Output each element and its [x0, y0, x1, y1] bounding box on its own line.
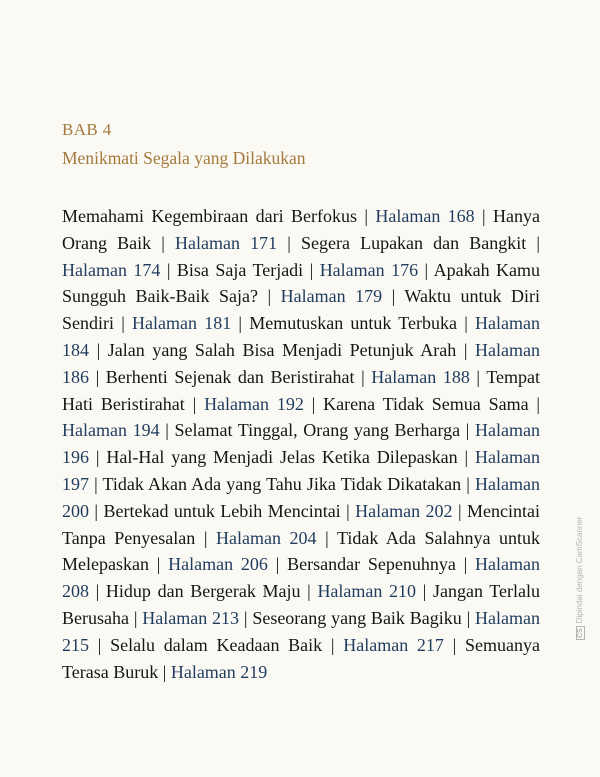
toc-entry-title: Mencintai Tanpa Penyesalan [62, 500, 541, 548]
toc-separator: | [443, 634, 465, 655]
toc-separator: | [160, 259, 177, 280]
toc-page-link[interactable]: Halaman 204 [216, 527, 317, 548]
toc-page-link[interactable]: Halaman 219 [170, 661, 268, 682]
toc-separator: | [258, 286, 281, 307]
toc-separator: | [316, 527, 337, 548]
toc-page-link[interactable]: Halaman 197 [62, 447, 541, 494]
toc-entry-title: Selamat Tinggal, Orang yang Berharga [174, 420, 461, 441]
toc-separator: | [148, 554, 169, 575]
toc-separator: | [89, 581, 106, 602]
toc-separator: | [460, 420, 476, 441]
toc-page-link[interactable]: Halaman 176 [319, 259, 419, 280]
toc-page-link[interactable]: Halaman 210 [317, 581, 417, 602]
toc-separator: | [354, 366, 372, 387]
toc-separator: | [526, 232, 541, 253]
toc-separator: | [89, 339, 108, 360]
toc-page-link[interactable]: Halaman 194 [62, 420, 160, 441]
toc-separator: | [89, 634, 111, 655]
scanner-watermark [575, 517, 585, 640]
toc-separator: | [457, 313, 476, 334]
toc-separator: | [89, 447, 107, 468]
toc-separator: | [114, 313, 133, 334]
toc-page-link[interactable]: Halaman 171 [174, 232, 278, 253]
toc-separator: | [418, 259, 434, 280]
toc-page-link[interactable]: Halaman 217 [343, 634, 444, 655]
camscanner-logo-icon: CS [577, 628, 584, 638]
toc-entry-title: Seseorang yang Baik Bagiku [252, 607, 462, 628]
toc-separator: | [455, 554, 476, 575]
toc-entry-title: Tempat Hati Beristirahat [62, 366, 541, 414]
toc-separator: | [89, 473, 103, 494]
toc-page-link[interactable]: Halaman 213 [142, 607, 240, 628]
toc-page-link[interactable]: Halaman 200 [62, 473, 540, 521]
toc-separator: | [469, 366, 487, 387]
toc-entry-title: Bisa Saja Terjadi [176, 259, 304, 280]
toc-entry-title: Memahami Kegembiraan dari Berfokus [62, 206, 357, 226]
toc-separator: | [128, 607, 143, 628]
toc-page-link[interactable]: Halaman 179 [280, 286, 383, 307]
toc-page-link[interactable]: Halaman 215 [62, 607, 540, 655]
toc-separator: | [416, 581, 433, 602]
table-of-contents [62, 203, 540, 685]
toc-separator: | [528, 393, 541, 414]
toc-separator: | [322, 634, 344, 655]
chapter-title: Menikmati Segala yang Dilakukan [62, 148, 306, 168]
toc-entry-title: Apakah Kamu Sungguh Baik-Baik Saja? [62, 259, 541, 307]
toc-entry-title: Tidak Akan Ada yang Tahu Jika Tidak Dikatakan [102, 473, 462, 494]
toc-separator: | [303, 259, 320, 280]
chapter-number: BAB 4 [62, 120, 112, 139]
toc-entry-title: Tidak Ada Salahnya untuk Melepaskan [62, 527, 541, 575]
toc-page-link[interactable]: Halaman 168 [375, 206, 475, 226]
toc-separator: | [457, 447, 476, 468]
toc-separator: | [195, 527, 217, 548]
toc-separator: | [300, 581, 318, 602]
toc-separator: | [303, 393, 324, 414]
toc-entry-title: Hal-Hal yang Menjadi Jelas Ketika Dilepaskan [106, 447, 458, 468]
toc-page-link[interactable]: Halaman 186 [62, 339, 540, 387]
toc-entry-title: Hanya Orang Baik [62, 206, 541, 253]
toc-separator: | [184, 393, 205, 414]
toc-page-link[interactable]: Halaman 196 [62, 420, 540, 468]
toc-page-link[interactable]: Halaman 174 [62, 259, 161, 280]
toc-entry-title: Memutuskan untuk Terbuka [249, 313, 458, 334]
toc-page-link[interactable]: Halaman 202 [355, 500, 453, 521]
toc-separator: | [231, 313, 250, 334]
toc-entry-title: Bertekad untuk Lebih Mencintai [103, 500, 341, 521]
toc-separator: | [89, 366, 106, 387]
toc-separator: | [151, 232, 175, 253]
toc-entry-title: Bersandar Sepenuhnya [287, 554, 456, 575]
toc-separator: | [452, 500, 468, 521]
toc-separator: | [89, 500, 104, 521]
toc-entry-title: Selalu dalam Keadaan Baik [110, 634, 323, 655]
toc-entry-title: Karena Tidak Semua Sama [323, 393, 529, 414]
toc-entry-title: Berhenti Sejenak dan Beristirahat [105, 366, 355, 387]
toc-separator: | [340, 500, 356, 521]
toc-entry-title: Segera Lupakan dan Bangkit [300, 232, 527, 253]
toc-page-link[interactable]: Halaman 206 [168, 554, 268, 575]
toc-separator: | [461, 473, 476, 494]
toc-page-link[interactable]: Halaman 181 [132, 313, 232, 334]
toc-separator: | [474, 206, 494, 226]
watermark-text: Dipindai dengan CamScanner [575, 516, 584, 624]
toc-entry-title: Hidup dan Bergerak Maju [105, 581, 301, 602]
toc-separator: | [158, 661, 171, 682]
toc-entry-title: Jangan Terlalu Berusaha [62, 581, 541, 628]
toc-separator: | [277, 232, 301, 253]
toc-entry-title: Semuanya Terasa Buruk [62, 634, 540, 682]
toc-page-link[interactable]: Halaman 184 [62, 313, 540, 360]
toc-separator: | [267, 554, 288, 575]
toc-page-link[interactable]: Halaman 192 [204, 393, 304, 414]
toc-separator: | [357, 206, 376, 226]
toc-entry-title: Waktu untuk Diri Sendiri [62, 286, 541, 334]
toc-separator: | [159, 420, 175, 441]
toc-separator: | [382, 286, 405, 307]
toc-separator: | [456, 339, 476, 360]
toc-separator: | [239, 607, 253, 628]
toc-page-link[interactable]: Halaman 188 [371, 366, 470, 387]
toc-separator: | [461, 607, 476, 628]
toc-entry-title: Jalan yang Salah Bisa Menjadi Petunjuk Arah [107, 339, 457, 360]
toc-page-link[interactable]: Halaman 208 [62, 554, 540, 602]
